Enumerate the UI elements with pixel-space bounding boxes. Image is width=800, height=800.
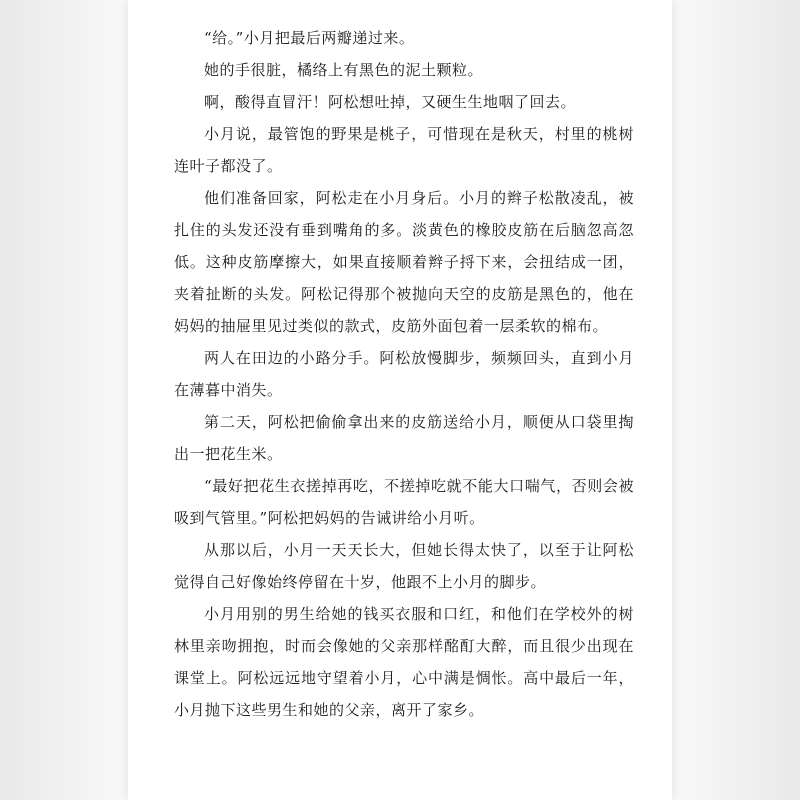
paragraph: 她的手很脏，橘络上有黑色的泥土颗粒。: [204, 61, 484, 79]
book-page: [128, 0, 672, 800]
paragraph: 小月用别的男生给她的钱买衣服和口红，和他们在学校外的树林里亲吻拥抱，时而会像她的父亲那样酩酊大醉，而且很少出现在课堂上。阿松远远地守望着小月，心中满是惆怅。高中最后一年，小月抛下这些男生和她的父亲，离开了家乡。: [174, 605, 634, 719]
paragraph: 从那以后，小月一天天长大，但她长得太快了，以至于让阿松觉得自己好像始终停留在十岁，他跟不上小月的脚步。: [174, 541, 634, 591]
paragraph: 小月说，最管饱的野果是桃子，可惜现在是秋天，村里的桃树连叶子都没了。: [174, 125, 634, 175]
body-text: [174, 22, 634, 726]
paragraph: 第二天，阿松把偷偷拿出来的皮筋送给小月，顺便从口袋里掏出一把花生米。: [174, 413, 634, 463]
paragraph: 啊，酸得直冒汗！阿松想吐掉，又硬生生地咽了回去。: [204, 93, 577, 111]
paragraph: 两人在田边的小路分手。阿松放慢脚步，频频回头，直到小月在薄暮中消失。: [174, 349, 634, 399]
paragraph: “最好把花生衣搓掉再吃，不搓掉吃就不能大口喘气，否则会被吸到气管里。”阿松把妈妈的告诫讲给小月听。: [174, 477, 634, 527]
paragraph: 他们准备回家，阿松走在小月身后。小月的辫子松散凌乱，被扎住的头发还没有垂到嘴角的多。淡黄色的橡胶皮筋在后脑忽高忽低。这种皮筋摩擦大，如果直接顺着辫子捋下来，会扭结成一团，夹着扯断的头发。阿松记得那个被抛向天空的皮筋是黑色的，他在妈妈的抽屉里见过类似的款式，皮筋外面包着一层柔软的棉布。: [174, 189, 634, 335]
paragraph: “给。”小月把最后两瓣递过来。: [204, 29, 415, 47]
